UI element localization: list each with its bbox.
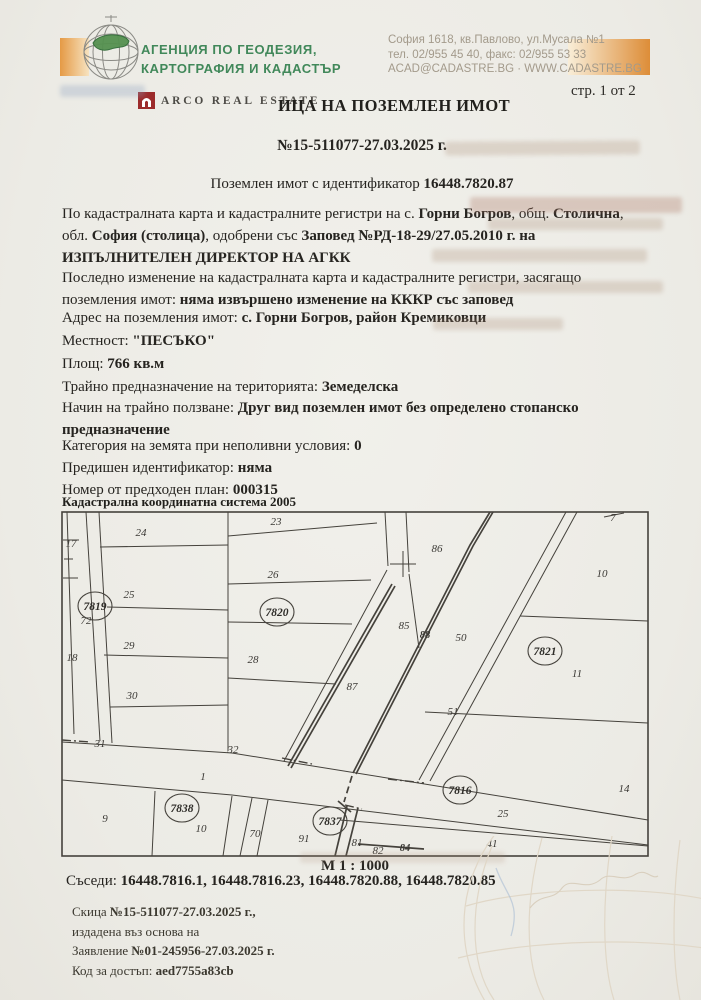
footer-sketch-number: Скица №15-511077-27.03.2025 г., — [72, 904, 256, 919]
agency-globe-logo — [80, 12, 142, 88]
quarter-number-7837: 7837 — [318, 816, 342, 828]
footer-access-code: Код за достъп: aed7755a83cb — [72, 962, 234, 978]
parcel-label-17: 17 — [65, 538, 77, 550]
bleed-through-smudge — [60, 85, 145, 97]
parcel-label-32: 32 — [227, 744, 239, 756]
document-title: ИЦА НА ПОЗЕМЛЕН ИМОТ — [278, 96, 511, 115]
parcel-label-85: 85 — [398, 620, 410, 632]
parcel-label-11: 11 — [571, 668, 583, 680]
quarter-number-7838: 7838 — [170, 803, 194, 815]
detail-land-category: Категория на земята при неполивни условия: 0 — [62, 438, 362, 454]
cadastral-map — [55, 506, 655, 858]
page-indicator: стр. 1 от 2 — [571, 83, 636, 99]
parcel-identifier: Поземлен имот с идентификатор 16448.7820.87 — [210, 176, 514, 192]
document-number: №15-511077-27.03.2025 г. — [277, 137, 447, 154]
parcel-label-51: 51 — [447, 706, 459, 718]
agency-address — [388, 33, 642, 77]
agency-name-line2: КАРТОГРАФИЯ И КАДАСТЪР — [141, 61, 342, 76]
parcel-label-10: 10 — [596, 568, 608, 580]
footer-issued-basis: издадена въз основа на — [72, 923, 200, 939]
parcel-label-10: 10 — [195, 823, 207, 835]
parcel-label-14: 14 — [618, 783, 630, 795]
address-line2: тел. 02/955 45 40, факс: 02/955 53 33 — [388, 48, 587, 61]
parcel-label-41: 41 — [486, 838, 498, 850]
parcel-label-18: 18 — [66, 652, 78, 664]
address-line1: София 1618, кв.Павлово, ул.Мусала №1 — [388, 34, 605, 46]
coordinate-system-label: Кадастрална координатна система 2005 — [62, 494, 296, 509]
quarter-number-7820: 7820 — [265, 607, 289, 619]
detail-last-change: Последно изменение на кадастралната карта и кадастралните регистри, засягащо поземления имот: няма извършено изменение на КККР със заповед — [62, 270, 582, 308]
agency-name-line1: АГЕНЦИЯ ПО ГЕОДЕЗИЯ, — [141, 42, 318, 57]
parcel-label-70: 70 — [249, 828, 261, 840]
parcel-label-25: 25 — [497, 808, 509, 820]
parcel-label-72: 72 — [80, 615, 92, 627]
detail-cadastre-approval: По кадастралната карта и кадастралните регистри на с. Горни Богров, общ. Столична, обл. София (столица), одобрени със Заповед №РД-18-29/27.05.2010 г. на ИЗПЪЛНИТЕЛЕН ДИРЕКТОР НА АГКК — [62, 206, 624, 266]
parcel-label-26: 26 — [267, 569, 279, 581]
parcel-label-31: 31 — [94, 738, 106, 750]
map-scale: М 1 : 1000 — [321, 858, 389, 874]
bleed-through-smudge — [432, 249, 647, 262]
footer-notes — [72, 902, 275, 980]
detail-land-use: Начин на трайно ползване: Друг вид поземлен имот без определено стопанско предназначение — [62, 400, 579, 438]
detail-previous-plan-number: Номер от предходен план: 000315 — [62, 482, 278, 498]
neighbors-line: Съседи: 16448.7816.1, 16448.7816.23, 16448.7820.88, 16448.7820.85 — [66, 873, 496, 889]
detail-locality: Местност: "ПЕСЪКО" — [62, 333, 216, 349]
parcel-label-24: 24 — [135, 527, 147, 539]
footer-application-number: Заявление №01-245956-27.03.2025 г. — [72, 943, 275, 958]
bleed-through-smudge — [470, 197, 682, 213]
parcel-label-25: 25 — [123, 589, 135, 601]
parcel-label-81: 81 — [351, 837, 363, 849]
bleed-through-smudge — [468, 281, 663, 293]
parcel-label-88: 88 — [419, 630, 431, 641]
bleed-through-smudge — [433, 318, 563, 330]
detail-previous-identifier: Предишен идентификатор: няма — [62, 460, 273, 476]
detail-territory-purpose: Трайно предназначение на територията: Земеделска — [62, 379, 399, 395]
parcel-label-86: 86 — [431, 543, 443, 555]
agency-name — [141, 40, 341, 78]
detail-area: Площ: 766 кв.м — [62, 356, 165, 372]
parcel-label-30: 30 — [126, 690, 138, 702]
arco-watermark-label: ARCO REAL ESTATE — [161, 94, 321, 107]
parcel-label-29: 29 — [123, 640, 135, 652]
parcel-label-50: 50 — [455, 632, 467, 644]
bleed-through-smudge — [445, 140, 640, 155]
detail-address: Адрес на поземления имот: с. Горни Богров, район Кремиковци — [62, 310, 487, 326]
quarter-number-7816: 7816 — [448, 785, 472, 797]
parcel-label-91: 91 — [298, 833, 310, 845]
parcel-label-7: 7 — [610, 512, 616, 524]
parcel-label-28: 28 — [247, 654, 259, 666]
bleed-through-smudge — [300, 852, 505, 863]
bleed-through-smudge — [488, 218, 663, 230]
quarter-number-7821: 7821 — [533, 646, 557, 658]
address-line3: ACAD@CADASTRE.BG · WWW.CADASTRE.BG — [388, 63, 642, 75]
parcel-label-87: 87 — [346, 681, 358, 693]
parcel-label-9: 9 — [102, 813, 108, 825]
parcel-label-82: 82 — [372, 845, 384, 857]
parcel-label-84: 84 — [399, 843, 411, 854]
parcel-label-1: 1 — [200, 771, 206, 783]
quarter-number-7819: 7819 — [83, 601, 107, 613]
parcel-label-23: 23 — [270, 516, 282, 528]
